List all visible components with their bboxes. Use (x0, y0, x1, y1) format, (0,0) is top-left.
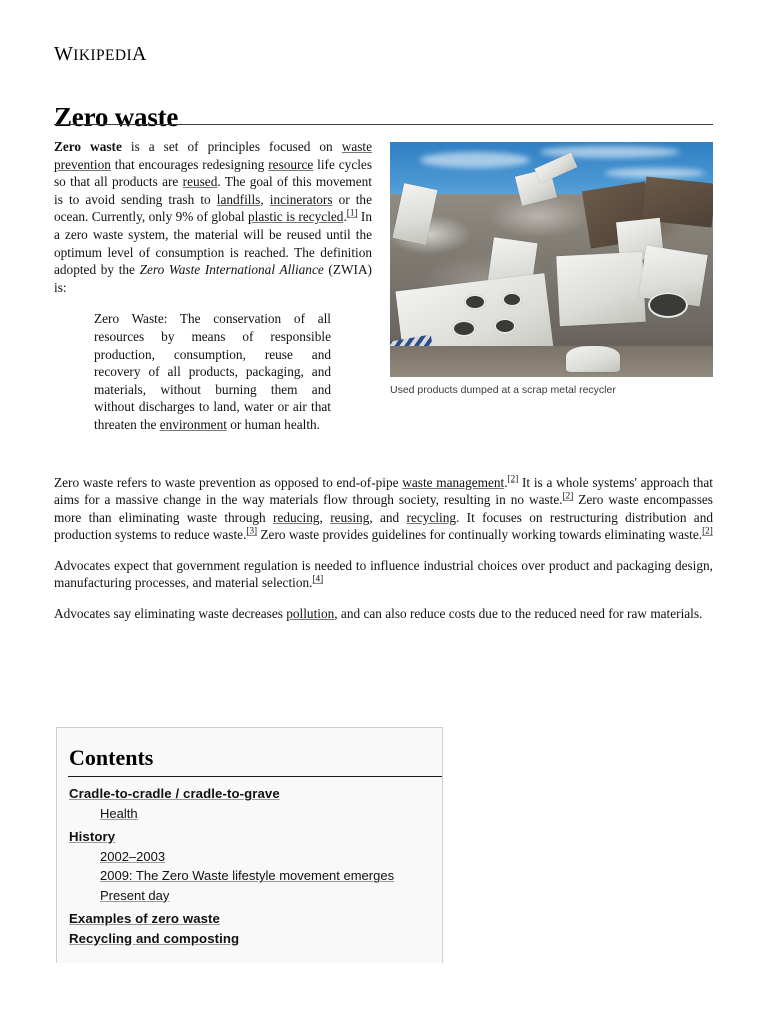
appliance-drum-opening (648, 292, 688, 318)
photo-ground (390, 346, 713, 377)
page-title: Zero waste (54, 102, 179, 133)
link-reused[interactable]: reused (182, 174, 218, 190)
wordmark-final: A (132, 43, 147, 65)
reference-marker-2c[interactable]: [2] (702, 525, 713, 536)
link-environment[interactable]: environment (159, 416, 227, 432)
quote-text-2: or human health. (226, 416, 320, 432)
toc-item (69, 804, 428, 824)
reference-marker-3[interactable]: [3] (246, 525, 258, 536)
title-divider (54, 124, 713, 125)
p2-text-7: . It focuses on restructuring distribution and production systems to reduce waste. (54, 509, 713, 543)
p2-text-3: It is a whole systems' approach that aims for a massive change in the way materials flow through society, resulting in no waste. (54, 474, 713, 508)
p4-text-2: , and can also reduce costs due to the reduced need for raw materials. (334, 606, 703, 622)
toc-list (69, 784, 428, 948)
reference-marker-2[interactable]: [2] (507, 473, 519, 484)
lead-text-1: is a set of principles focused on (121, 139, 342, 154)
article-body (54, 138, 713, 636)
lead-text-5: , (260, 191, 270, 207)
p2-text-6: , and (369, 509, 407, 525)
wordmark-initial: W (54, 43, 74, 65)
link-recycling[interactable]: recycling (406, 509, 456, 525)
lead-text-4: . The goal of this movement is to avoid sending trash to (54, 174, 372, 207)
wordmark-middle: IKIPEDI (73, 47, 133, 64)
paragraph-systems-approach (54, 474, 713, 544)
lead-text-6: or the ocean. Currently, only 9% of global (54, 191, 372, 225)
stove-burner-icon (502, 292, 522, 307)
link-pollution[interactable]: pollution (286, 606, 335, 622)
zwia-definition-quote (94, 310, 331, 433)
zwia-italic-name: Zero Waste International Alliance (139, 262, 324, 278)
toc-item (69, 784, 428, 804)
lead-text-3: life cycles so that all products are (54, 156, 373, 190)
toc-link-recycling-and-composting[interactable]: Recycling and composting (69, 930, 240, 946)
lead-text-2: that encourages redesigning (110, 156, 269, 172)
lead-text-9: (ZWIA) is: (54, 262, 372, 295)
lead-text-8: In a zero waste system, the material will be reused until the optimum level of consumption is reached. The definition adopted by the (54, 209, 373, 278)
toc-link-cradle-to-cradle-cradle-to-grave[interactable]: Cradle-to-cradle / cradle-to-grave (69, 786, 280, 802)
toc-link-examples-of-zero-waste[interactable]: Examples of zero waste (69, 910, 220, 926)
lead-term: Zero waste (54, 139, 122, 154)
toc-item (69, 847, 428, 867)
toc-item (69, 886, 428, 906)
p4-text-1: Advocates say eliminating waste decreases (54, 606, 287, 622)
stove-burner-icon (452, 320, 476, 337)
link-waste-management[interactable]: waste management (402, 474, 505, 490)
toc-heading: Contents (69, 745, 154, 770)
figure-caption: Used products dumped at a scrap metal recycler (390, 384, 616, 396)
toc-link-history[interactable]: History (69, 828, 116, 844)
reference-marker-2b[interactable]: [2] (562, 490, 574, 501)
quote-text-1: Zero Waste: The conservation of all resources by means of responsible production, consumption, reuse and recovery of all products, packaging, and materials, without burning them and without discharges to land, water or air that threaten the (94, 311, 331, 432)
cloud-streak-icon (420, 152, 530, 168)
lead-text-7: . (343, 209, 347, 225)
toc-link-present-day[interactable]: Present day (100, 887, 170, 903)
link-reducing[interactable]: reducing (273, 509, 320, 525)
article-figure (390, 142, 713, 397)
discarded-appliance (566, 346, 620, 372)
toc-link-2009-the-zero-waste-lifestyle-movement-emerges[interactable]: 2009: The Zero Waste lifestyle movement emerges (100, 868, 395, 884)
toc-link-2002-2003[interactable]: 2002–2003 (100, 848, 166, 864)
link-waste-prevention[interactable]: waste prevention (54, 139, 372, 172)
figure-clear-spacer (54, 456, 713, 474)
toc-link-health[interactable]: Health (100, 806, 138, 822)
p2-text-1: Zero waste refers to waste prevention as opposed to end-of-pipe (54, 474, 403, 490)
toc-divider (68, 776, 443, 777)
wikipedia-wordmark[interactable] (54, 44, 147, 64)
toc-item (69, 866, 428, 886)
toc-item (69, 827, 428, 847)
link-reusing[interactable]: reusing (330, 509, 370, 525)
p2-text-5: , (319, 509, 331, 525)
scrap-metal-pile-photo[interactable] (390, 142, 713, 377)
reference-marker-4[interactable]: [4] (312, 574, 324, 585)
link-incinerators[interactable]: incinerators (269, 191, 333, 207)
reference-marker-1[interactable]: [1] (346, 207, 358, 218)
toc-item (69, 929, 428, 949)
p2-text-4: Zero waste encompasses more than eliminating waste through (54, 492, 713, 525)
p2-text-2: . (504, 474, 508, 490)
paragraph-government-regulation (54, 557, 713, 592)
paragraph-pollution-costs (54, 605, 713, 623)
link-plastic-is-recycled[interactable]: plastic is recycled (247, 209, 344, 225)
stove-burner-icon (464, 294, 486, 310)
washer-body (556, 252, 646, 326)
table-of-contents (56, 727, 443, 963)
stove-burner-icon (494, 318, 516, 334)
p3-text-1: Advocates expect that government regulation is needed to influence industrial choices over product and packaging design, manufacturing processes, and material selection. (54, 557, 713, 591)
toc-item (69, 909, 428, 929)
link-landfills[interactable]: landfills (216, 191, 261, 207)
link-resource[interactable]: resource (268, 156, 314, 172)
p2-text-8: Zero waste provides guidelines for continually working towards eliminating waste. (257, 527, 703, 543)
